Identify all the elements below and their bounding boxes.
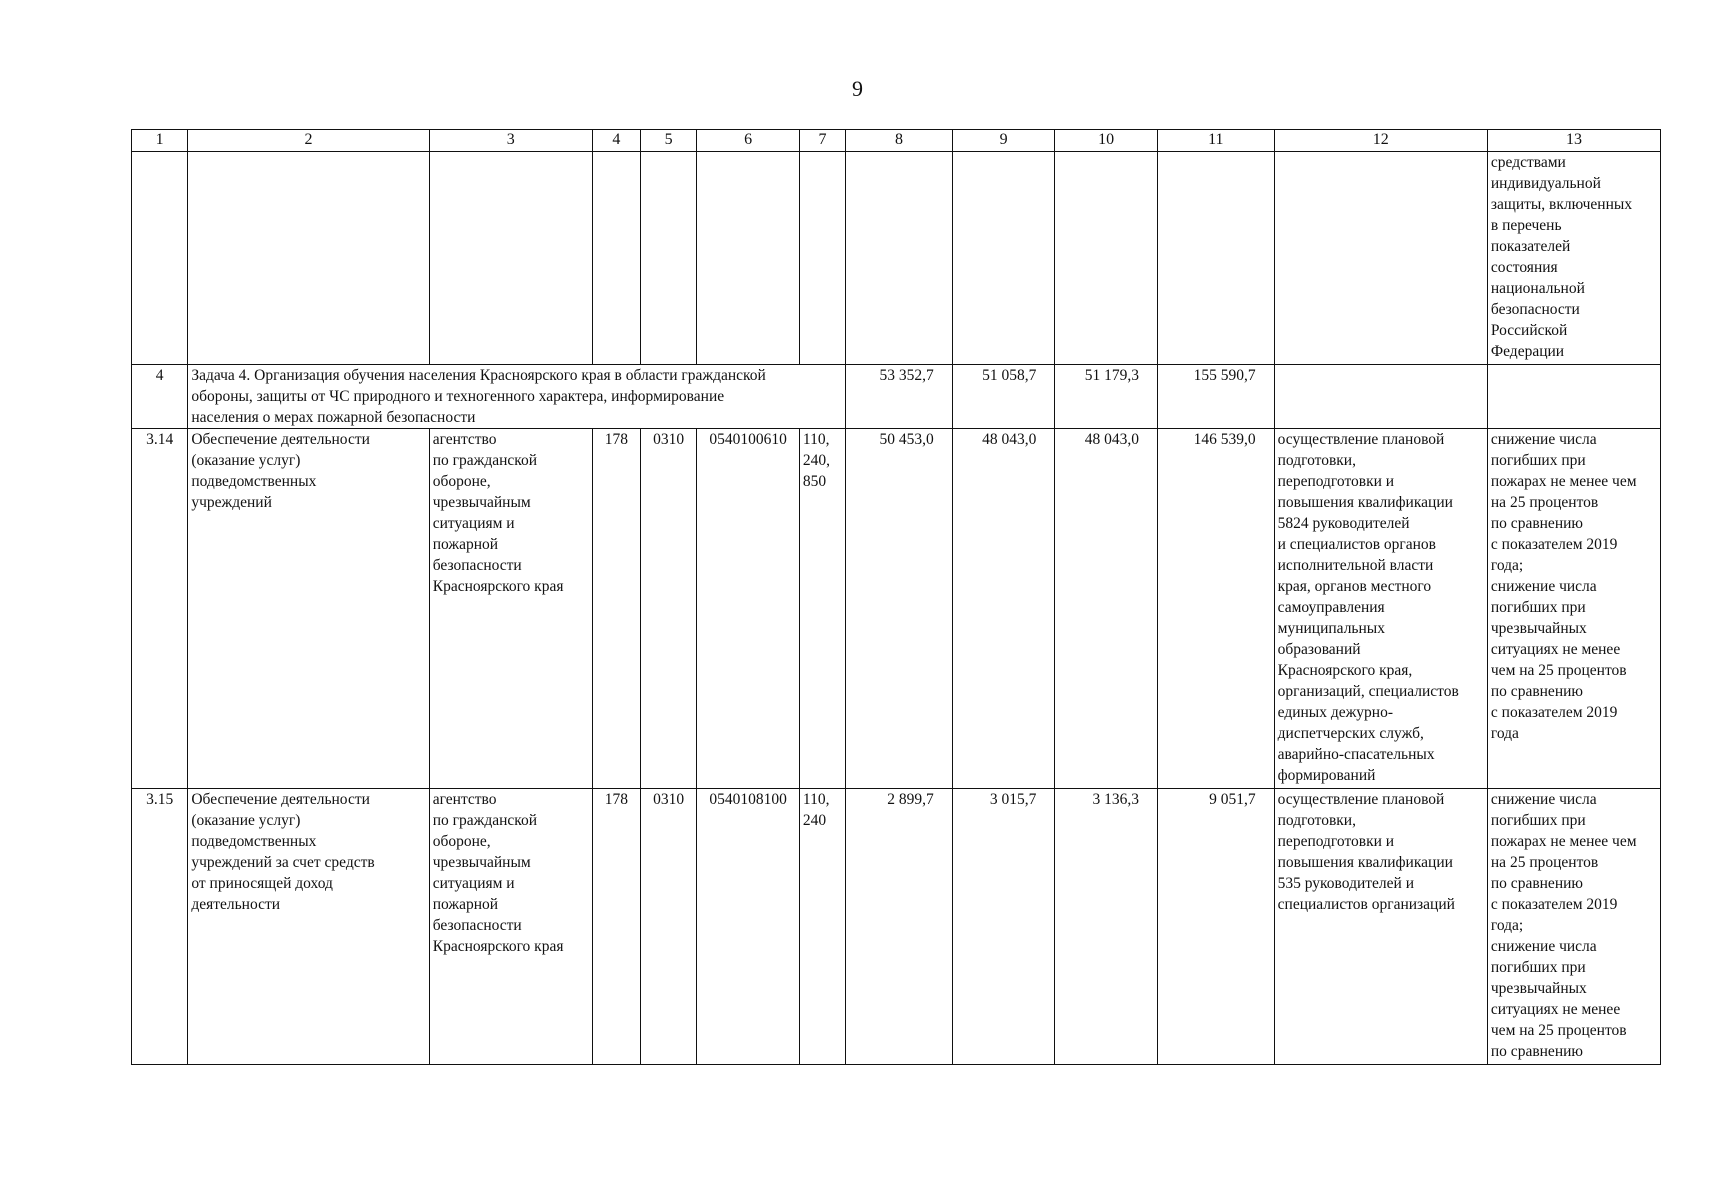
code-cell: 0310 — [640, 429, 696, 789]
code-cell: 178 — [592, 429, 640, 789]
amount-cell: 53 352,7 — [846, 365, 953, 429]
amount-cell: 51 058,7 — [952, 365, 1055, 429]
expected-result: осуществление плановой подготовки, переподготовки и повышения квалификации 535 руководителей и специалистов организаций — [1274, 789, 1487, 1065]
amount-cell: 48 043,0 — [952, 429, 1055, 789]
program-table — [131, 129, 1661, 1065]
indicator: снижение числа погибших при пожарах не менее чем на 25 процентов по сравнению с показателем 2019 года; снижение числа погибших при чрезвычайных ситуациях не менее чем на 25 процентов по сравнению — [1487, 789, 1660, 1065]
task-title: Задача 4. Организация обучения населения Красноярского края в области гражданской обороны, защиты от ЧС природного и техногенного характера, информирование населения о мерах пожарной безопасности — [188, 365, 846, 429]
table-header-row — [132, 130, 1661, 152]
amount-cell: 50 453,0 — [846, 429, 953, 789]
header-cell: 1 — [132, 130, 188, 152]
header-cell: 2 — [188, 130, 429, 152]
row-number: 3.14 — [132, 429, 188, 789]
amount-cell: 9 051,7 — [1157, 789, 1274, 1065]
table-row-continuation — [132, 152, 1661, 365]
header-cell: 8 — [846, 130, 953, 152]
amount-cell: 146 539,0 — [1157, 429, 1274, 789]
table-cell — [640, 152, 696, 365]
indicator: снижение числа погибших при пожарах не менее чем на 25 процентов по сравнению с показателем 2019 года; снижение числа погибших при чрезвычайных ситуациях не менее чем на 25 процентов по сравнению с показателем 2019 года — [1487, 429, 1660, 789]
measure-name: Обеспечение деятельности (оказание услуг) подведомственных учреждений — [188, 429, 429, 789]
table-cell — [1274, 365, 1487, 429]
row-number: 3.15 — [132, 789, 188, 1065]
table-cell-indicator: средствами индивидуальной защиты, включенных в перечень показателей состояния национальной безопасности Российской Федерации — [1487, 152, 1660, 365]
table-row-task-4 — [132, 365, 1661, 429]
row-number: 4 — [132, 365, 188, 429]
table-cell — [188, 152, 429, 365]
header-cell: 10 — [1055, 130, 1158, 152]
table-cell — [952, 152, 1055, 365]
table-cell — [1055, 152, 1158, 365]
amount-cell: 51 179,3 — [1055, 365, 1158, 429]
header-cell: 9 — [952, 130, 1055, 152]
table-cell — [1157, 152, 1274, 365]
table-cell — [132, 152, 188, 365]
table-cell — [429, 152, 592, 365]
header-cell: 13 — [1487, 130, 1660, 152]
header-cell: 4 — [592, 130, 640, 152]
header-cell: 3 — [429, 130, 592, 152]
table-cell — [697, 152, 800, 365]
amount-cell: 48 043,0 — [1055, 429, 1158, 789]
header-cell: 7 — [799, 130, 845, 152]
table-row-3-15 — [132, 789, 1661, 1065]
table-cell — [1274, 152, 1487, 365]
header-cell: 5 — [640, 130, 696, 152]
executor: агентство по гражданской обороне, чрезвычайным ситуациям и пожарной безопасности Красноярского края — [429, 789, 592, 1065]
amount-cell: 155 590,7 — [1157, 365, 1274, 429]
code-cell: 178 — [592, 789, 640, 1065]
code-cell: 0310 — [640, 789, 696, 1065]
table-cell — [799, 152, 845, 365]
table-row-3-14 — [132, 429, 1661, 789]
amount-cell: 3 136,3 — [1055, 789, 1158, 1065]
header-cell: 6 — [697, 130, 800, 152]
amount-cell: 3 015,7 — [952, 789, 1055, 1065]
code-cell: 110, 240, 850 — [799, 429, 845, 789]
table-cell — [846, 152, 953, 365]
page-number: 9 — [852, 76, 863, 101]
table-cell — [1487, 365, 1660, 429]
code-cell: 0540100610 — [697, 429, 800, 789]
header-cell: 12 — [1274, 130, 1487, 152]
code-cell: 0540108100 — [697, 789, 800, 1065]
table-cell — [592, 152, 640, 365]
measure-name: Обеспечение деятельности (оказание услуг) подведомственных учреждений за счет средств от приносящей доход деятельности — [188, 789, 429, 1065]
expected-result: осуществление плановой подготовки, переподготовки и повышения квалификации 5824 руководителей и специалистов органов исполнительной власти края, органов местного самоуправления муниципальных образований Красноярского края, организаций, специалистов единых дежурно- диспетчерских служб, аварийно-спасательных формирований — [1274, 429, 1487, 789]
executor: агентство по гражданской обороне, чрезвычайным ситуациям и пожарной безопасности Красноярского края — [429, 429, 592, 789]
code-cell: 110, 240 — [799, 789, 845, 1065]
header-cell: 11 — [1157, 130, 1274, 152]
amount-cell: 2 899,7 — [846, 789, 953, 1065]
